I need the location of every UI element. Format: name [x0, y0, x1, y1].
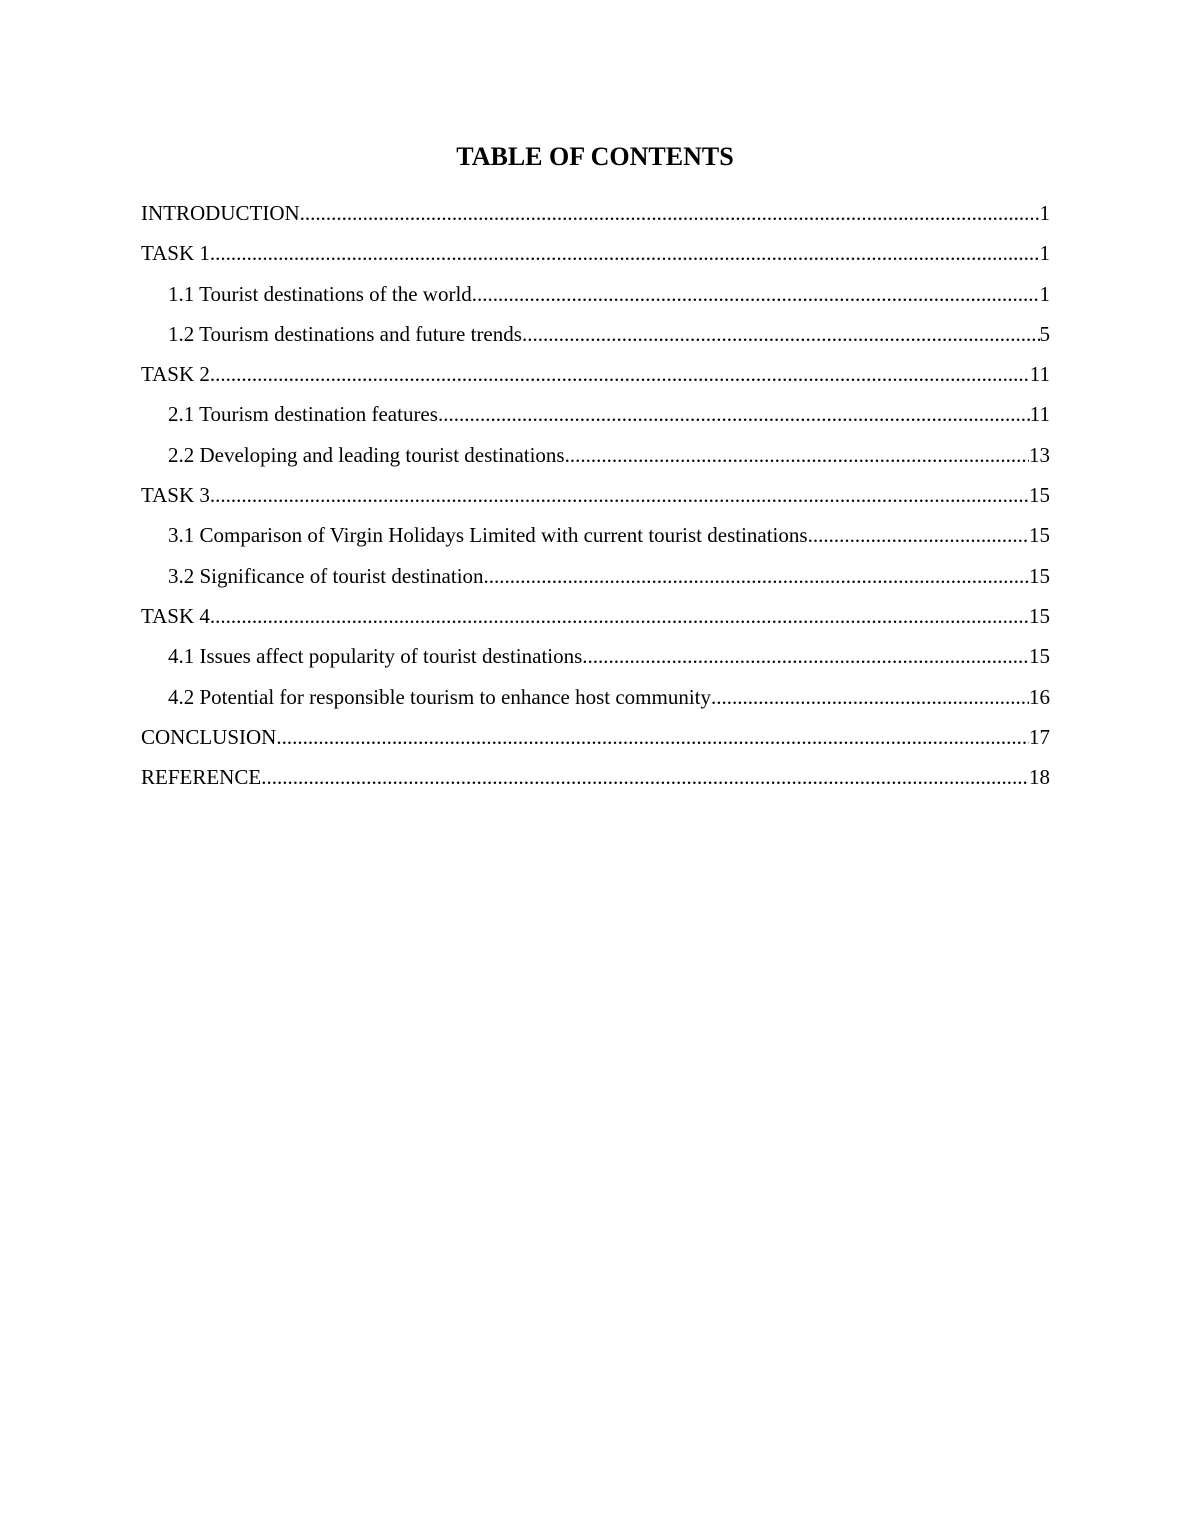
toc-entry-text: 4.1 Issues affect popularity of tourist destinations	[168, 644, 583, 669]
toc-page-number: 5	[1039, 321, 1050, 346]
toc-entry[interactable]	[141, 278, 1050, 318]
toc-dot-leader	[261, 761, 1029, 793]
toc-list	[141, 197, 1050, 801]
toc-dot-leader	[210, 600, 1029, 632]
toc-entry[interactable]	[141, 640, 1050, 680]
toc-entry[interactable]	[141, 197, 1050, 237]
toc-dot-leader	[522, 318, 1040, 350]
toc-page-number: 1	[1039, 241, 1050, 266]
toc-entry[interactable]	[141, 761, 1050, 801]
toc-entry[interactable]	[141, 519, 1050, 559]
toc-page-number: 15	[1029, 644, 1050, 669]
toc-page-number: 16	[1029, 684, 1050, 709]
toc-dot-leader	[808, 519, 1029, 551]
toc-entry-text: 4.2 Potential for responsible tourism to enhance host community	[168, 684, 711, 709]
toc-entry-text: INTRODUCTION	[141, 201, 300, 225]
toc-dot-leader	[565, 439, 1029, 471]
toc-entry-text: TASK 3	[141, 483, 210, 508]
toc-page-number: 15	[1029, 523, 1050, 548]
toc-page-number: 11	[1029, 402, 1050, 427]
toc-dot-leader	[300, 197, 1040, 229]
toc-page-number: 1	[1039, 201, 1050, 225]
toc-page-number: 18	[1029, 765, 1050, 790]
toc-page-number: 15	[1029, 563, 1050, 588]
toc-entry[interactable]	[141, 358, 1050, 398]
toc-entry-text: 3.2 Significance of tourist destination	[168, 563, 484, 588]
toc-dot-leader	[276, 721, 1029, 753]
toc-entry-text: 1.1 Tourist destinations of the world	[168, 281, 472, 306]
toc-entry[interactable]	[141, 398, 1050, 438]
toc-dot-leader	[472, 278, 1040, 310]
toc-page-number: 13	[1029, 442, 1050, 467]
toc-page-number: 15	[1029, 483, 1050, 508]
toc-entry[interactable]	[141, 479, 1050, 519]
toc-entry[interactable]	[141, 318, 1050, 358]
toc-dot-leader	[210, 237, 1040, 269]
toc-dot-leader	[438, 398, 1030, 430]
toc-entry-text: TASK 2	[141, 362, 210, 387]
toc-entry-text: 2.2 Developing and leading tourist destinations	[168, 442, 565, 467]
toc-entry-text: CONCLUSION	[141, 724, 277, 749]
toc-dot-leader	[582, 640, 1029, 672]
toc-entry-text: TASK 4	[141, 603, 210, 628]
toc-page-number: 15	[1029, 603, 1050, 628]
toc-entry[interactable]	[141, 681, 1050, 721]
toc-dot-leader	[711, 681, 1029, 713]
toc-dot-leader	[210, 479, 1029, 511]
toc-entry[interactable]	[141, 721, 1050, 761]
toc-dot-leader	[210, 358, 1030, 390]
toc-entry[interactable]	[141, 439, 1050, 479]
toc-entry[interactable]	[141, 600, 1050, 640]
toc-entry-text: 1.2 Tourism destinations and future trends	[168, 321, 522, 346]
toc-entry-text: 2.1 Tourism destination features	[168, 402, 438, 427]
toc-page-number: 1	[1039, 281, 1050, 306]
toc-heading: TABLE OF CONTENTS	[456, 142, 734, 171]
toc-page-number: 17	[1029, 724, 1050, 749]
toc-entry-text: 3.1 Comparison of Virgin Holidays Limited with current tourist destinations	[168, 523, 808, 548]
toc-entry[interactable]	[141, 560, 1050, 600]
toc-entry-text: TASK 1	[141, 241, 210, 266]
toc-entry[interactable]	[141, 237, 1050, 277]
toc-entry-text: REFERENCE	[141, 765, 262, 790]
toc-dot-leader	[484, 560, 1029, 592]
toc-page-number: 11	[1029, 362, 1050, 387]
